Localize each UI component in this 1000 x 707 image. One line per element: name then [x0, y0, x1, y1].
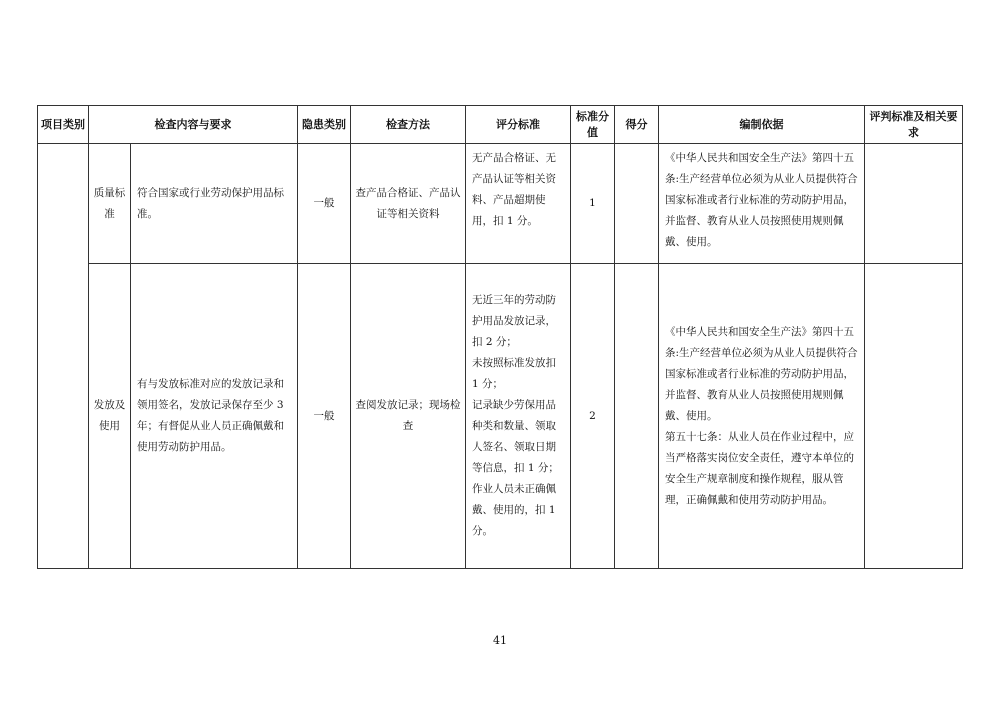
header-judgment: 评判标准及相关要求: [865, 106, 963, 144]
points-cell: 2: [571, 264, 615, 569]
method-cell: 查产品合格证、产品认证等相关资料: [351, 144, 466, 264]
scoring-cell: [466, 264, 571, 569]
scoring-item: 无产品合格证、无产品认证等相关资料、产品超期使用，扣 1 分。: [472, 152, 556, 227]
inspection-table: [37, 105, 963, 569]
header-category: 项目类别: [38, 106, 89, 144]
header-method: 检查方法: [351, 106, 466, 144]
scoring-item: 记录缺少劳保用品种类和数量、领取人签名、领取日期等信息，扣 1 分；: [472, 399, 559, 474]
judgment-cell: [865, 264, 963, 569]
scoring-item: 未按照标准发放扣 1 分；: [472, 357, 556, 390]
header-score: 得分: [615, 106, 659, 144]
judgment-cell: [865, 144, 963, 264]
header-standard-score: 标准分值: [571, 106, 615, 144]
scoring-item: 无近三年的劳动防护用品发放记录，扣 2 分；: [472, 294, 556, 348]
method-cell: 查阅发放记录；现场检查: [351, 264, 466, 569]
header-basis: 编制依据: [659, 106, 865, 144]
header-content: 检查内容与要求: [89, 106, 298, 144]
header-scoring: 评分标准: [466, 106, 571, 144]
header-hazard-type: 隐患类别: [298, 106, 351, 144]
points-cell: 1: [571, 144, 615, 264]
category-cell: [38, 144, 89, 569]
score-cell: [615, 144, 659, 264]
scoring-item: 作业人员未正确佩戴、使用的，扣 1 分。: [472, 483, 556, 537]
requirement-cell: 符合国家或行业劳动保护用品标准。: [131, 144, 298, 264]
basis-item: 《中华人民共和国安全生产法》第四十五条:生产经营单位必须为从业人员提供符合国家标准或者行业标准的劳动防护用品，并监督、教育从业人员按照使用规则佩戴、使用。: [665, 152, 858, 248]
subitem-cell: 质量标准: [89, 144, 131, 264]
basis-item: 《中华人民共和国安全生产法》第四十五条:生产经营单位必须为从业人员提供符合国家标准或者行业标准的劳动防护用品，并监督、教育从业人员按照使用规则佩戴、使用。: [665, 325, 858, 422]
hazard-cell: 一般: [298, 144, 351, 264]
hazard-cell: 一般: [298, 264, 351, 569]
basis-item: 第五十七条：从业人员在作业过程中，应当严格落实岗位安全责任，遵守本单位的安全生产规章制度和操作规程，服从管理，正确佩戴和使用劳动防护用品。: [665, 430, 854, 506]
scoring-cell: [466, 144, 571, 264]
header-row: [38, 106, 963, 144]
table-row: [38, 264, 963, 569]
basis-cell: [659, 264, 865, 569]
requirement-cell: 有与发放标准对应的发放记录和领用签名，发放记录保存至少 3 年；有督促从业人员正确佩戴和使用劳动防护用品。: [131, 264, 298, 569]
basis-cell: [659, 144, 865, 264]
subitem-cell: 发放及使用: [89, 264, 131, 569]
table-row: [38, 144, 963, 264]
score-cell: [615, 264, 659, 569]
page-number: 41: [493, 634, 507, 647]
